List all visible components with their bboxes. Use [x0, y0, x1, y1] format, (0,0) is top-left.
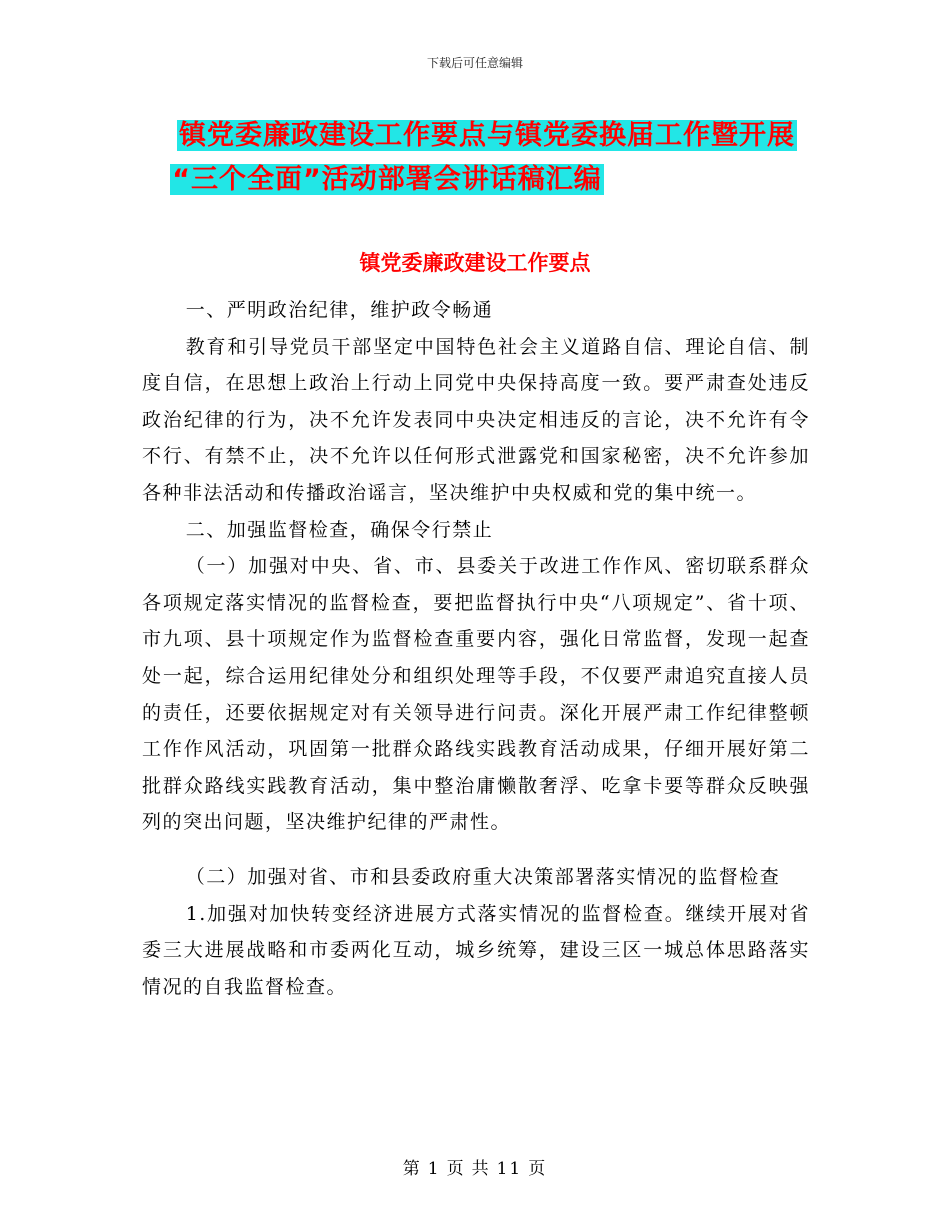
- title-line-2-text: “三个全面”活动部署会讲话稿汇编: [172, 164, 602, 195]
- heading-2: 二、加强监督检查，确保令行禁止: [185, 518, 494, 541]
- footer-prefix: 第: [402, 1159, 422, 1179]
- subheading: （二）加强对省、市和县委政府重大决策部署落实情况的监督检查: [185, 865, 781, 888]
- document-body: [142, 292, 810, 1005]
- total-pages: 11: [496, 1159, 523, 1179]
- title-line-1-text: 镇党委廉政建设工作要点与镇党委换届工作暨开展: [179, 120, 795, 151]
- footer-total-label: 共: [471, 1159, 491, 1179]
- heading-1: 一、严明政治纪律，维护政令畅通: [185, 299, 494, 321]
- document-title-line-2: [0, 157, 950, 196]
- footer-suffix: 页: [528, 1159, 548, 1179]
- page-number: 1: [427, 1159, 441, 1179]
- paragraph: 1.加强对加快转变经济进展方式落实情况的监督检查。继续开展对省委三大进展战略和市委两化互动，城乡统筹，建设三区一城总体思路落实情况的自我监督检查。: [142, 902, 810, 998]
- header-note: 下载后可任意编辑: [426, 56, 523, 70]
- footer-page-label: 页: [446, 1159, 466, 1179]
- paragraph: 教育和引导党员干部坚定中国特色社会主义道路自信、理论自信、制度自信，在思想上政治上行动上同党中央保持高度一致。要严肃查处违反政治纪律的行为，决不允许发表同中央决定相违反的言论，决不允许有令不行、有禁不止，决不允许以任何形式泄露党和国家秘密，决不允许参加各种非法活动和传播政治谣言，坚决维护中央权威和党的集中统一。: [142, 335, 810, 504]
- page-footer: [0, 1154, 950, 1179]
- document-title-line-1: [0, 113, 950, 152]
- paragraph: （一）加强对中央、省、市、县委关于改进工作作风、密切联系群众各项规定落实情况的监督检查，要把监督执行中央“八项规定”、省十项、市九项、县十项规定作为监督检查重要内容，强化日常监督，发现一起查处一起，综合运用纪律处分和组织处理等手段，不仅要严肃追究直接人员的责任，还要依据规定对有关领导进行问责。深化开展严肃工作纪律整顿工作作风活动，巩固第一批群众路线实践教育活动成果，仔细开展好第二批群众路线实践教育活动，集中整治庸懒散奢浮、吃拿卡要等群众反映强列的突出问题，坚决维护纪律的严肃性。: [142, 555, 810, 834]
- section-title: 镇党委廉政建设工作要点: [359, 251, 591, 275]
